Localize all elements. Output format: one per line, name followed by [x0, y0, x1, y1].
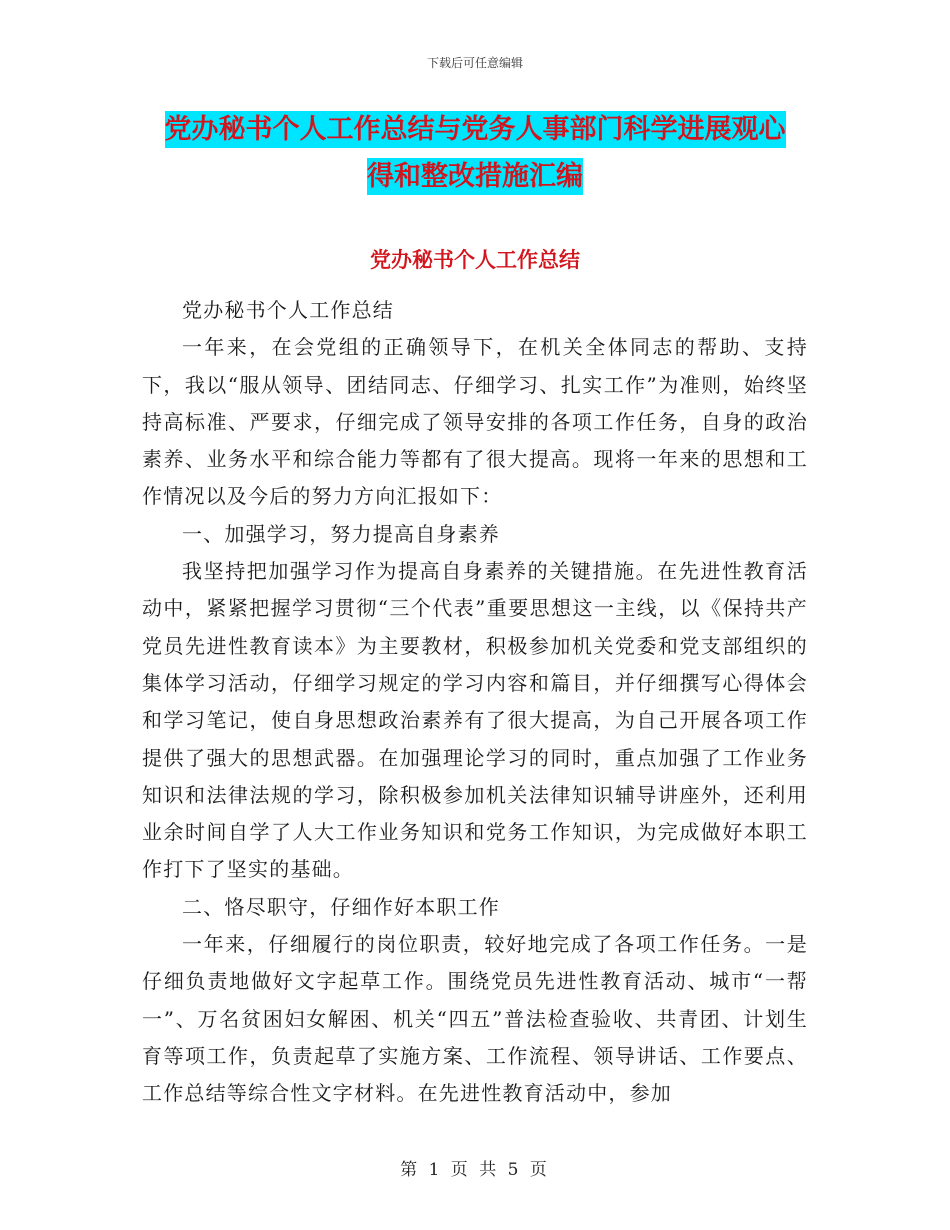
document-body: [142, 292, 808, 1113]
paragraph-heading: 二、恪尽职守，仔细作好本职工作: [182, 894, 500, 919]
document-title-line-2: 得和整改措施汇编: [367, 158, 583, 195]
paragraph: 一年来，在会党组的正确领导下，在机关全体同志的帮助、支持下，我以“服从领导、团结同志、仔细学习、扎实工作”为准则，始终坚持高标准、严要求，仔细完成了领导安排的各项工作任务，自身的政治素养、业务水平和综合能力等都有了很大提高。现将一年来的思想和工作情况以及今后的努力方向汇报如下：: [142, 335, 808, 509]
paragraph: 党办秘书个人工作总结: [182, 298, 394, 322]
page-header-note: 下载后可任意编辑: [426, 56, 523, 70]
document-title: [140, 106, 810, 200]
page-number: 第 1 页 共 5 页: [400, 1160, 550, 1180]
section-title: 党办秘书个人工作总结: [370, 248, 580, 272]
paragraph-heading: 一、加强学习，努力提高自身素养: [182, 521, 500, 546]
paragraph: 我坚持把加强学习作为提高自身素养的关键措施。在先进性教育活动中，紧紧把握学习贯彻“三个代表”重要思想这一主线，以《保持共产党员先进性教育读本》为主要教材，积极参加机关党委和党支部组织的集体学习活动，仔细学习规定的学习内容和篇目，并仔细撰写心得体会和学习笔记，使自身思想政治素养有了很大提高，为自己开展各项工作提供了强大的思想武器。在加强理论学习的同时，重点加强了工作业务知识和法律法规的学习，除积极参加机关法律知识辅导讲座外，还利用业余时间自学了人大工作业务知识和党务工作知识，为完成做好本职工作打下了坚实的基础。: [142, 559, 808, 882]
document-title-line-1: 党办秘书个人工作总结与党务人事部门科学进展观心: [165, 111, 786, 148]
paragraph: 一年来，仔细履行的岗位职责，较好地完成了各项工作任务。一是仔细负责地做好文字起草工作。围绕党员先进性教育活动、城市“一帮一”、万名贫困妇女解困、机关“四五”普法检查验收、共青团、计划生育等项工作，负责起草了实施方案、工作流程、领导讲话、工作要点、工作总结等综合性文字材料。在先进性教育活动中，参加: [142, 932, 808, 1106]
